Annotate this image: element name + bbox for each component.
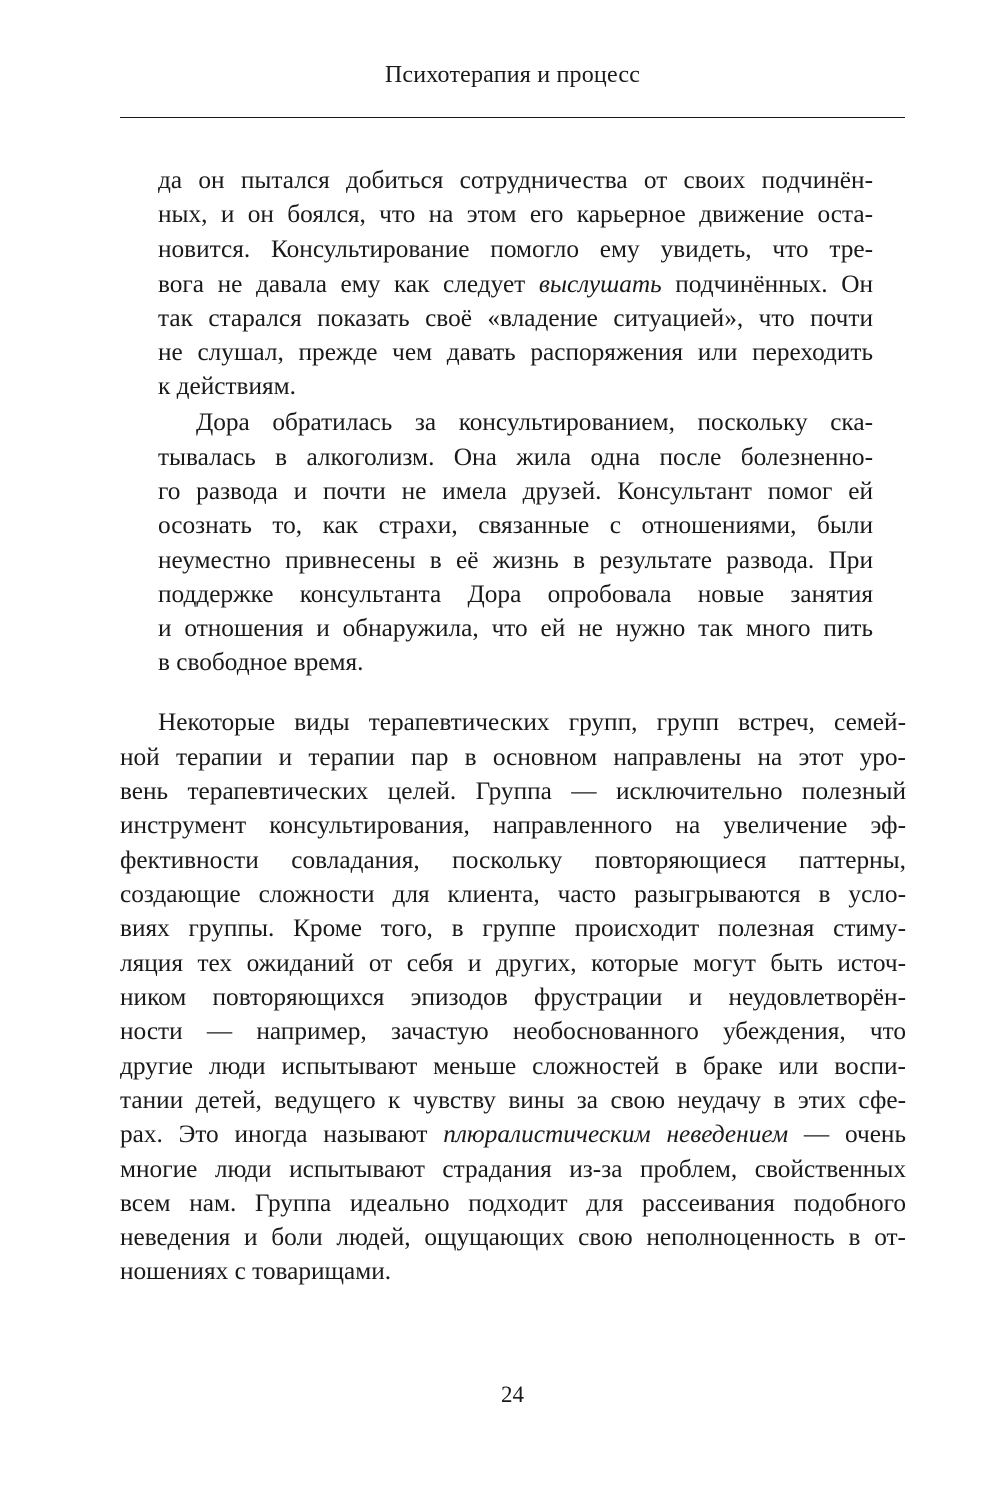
text-line: тывалась в алкоголизм. Она жила одна после болезненно-	[158, 443, 873, 471]
text-line: инструмент консультирования, направленного на увеличение эф-	[120, 811, 906, 839]
text-run: рах. Это иногда называют	[120, 1120, 428, 1148]
text-line: да он пытался добиться сотрудничества от своих подчинён-	[158, 166, 873, 194]
text-line: в свободное время.	[158, 648, 364, 676]
text-line: ношениях с товарищами.	[120, 1257, 392, 1285]
text-line: ных, и он боялся, что на этом его карьерное движение оста-	[158, 200, 873, 228]
text-line: создающие сложности для клиента, часто разыгрываются в усло-	[120, 880, 906, 908]
emphasis: выслушать	[538, 270, 662, 298]
text-line: Дора обратилась за консультированием, поскольку ска-	[196, 408, 873, 436]
header-rule	[120, 117, 905, 118]
text-line: и отношения и обнаружила, что ей не нужно так много пить	[158, 614, 873, 642]
text-line: неведения и боли людей, ощущающих свою неполноценность в от-	[120, 1223, 906, 1251]
text-run: подчинённых. Он	[675, 270, 874, 298]
text-line: Некоторые виды терапевтических групп, групп встреч, семей-	[158, 708, 906, 736]
text-line: многие люди испытывают страдания из-за проблем, свойственных	[120, 1155, 906, 1183]
emphasis: плюралистическим неведением	[443, 1120, 789, 1148]
text-run: — очень	[803, 1120, 907, 1148]
text-line	[158, 267, 873, 301]
text-line: ляция тех ожиданий от себя и других, которые могут быть источ-	[120, 949, 906, 977]
text-line: неуместно привнесены в её жизнь в результате развода. При	[158, 546, 873, 574]
text-line	[120, 1117, 906, 1151]
text-line: так старался показать своё «владение ситуацией», что почти	[158, 304, 873, 332]
text-line: поддержке консультанта Дора опробовала новые занятия	[158, 580, 873, 608]
text-line: осознать то, как страхи, связанные с отношениями, были	[158, 511, 873, 539]
running-head: Психотерапия и процесс	[384, 62, 641, 88]
text-run: вога не давала ему как следует	[158, 270, 526, 298]
text-line: новится. Консультирование помогло ему увидеть, что тре-	[158, 235, 873, 263]
text-line: тании детей, ведущего к чувству вины за свою неудачу в этих сфе-	[120, 1086, 906, 1114]
text-line: всем нам. Группа идеально подходит для рассеивания подобного	[120, 1189, 906, 1217]
text-line: к действиям.	[158, 372, 296, 400]
text-line: другие люди испытывают меньше сложностей в браке или воспи-	[120, 1052, 906, 1080]
text-line: го развода и почти не имела друзей. Консультант помог ей	[158, 477, 873, 505]
text-line: ной терапии и терапии пар в основном направлены на этот уро-	[120, 743, 906, 771]
text-line: ником повторяющихся эпизодов фрустрации и неудовлетворён-	[120, 983, 906, 1011]
page-number: 24	[501, 1382, 524, 1407]
text-line: не слушал, прежде чем давать распоряжения или переходить	[158, 338, 873, 366]
text-line: фективности совладания, поскольку повторяющиеся паттерны,	[120, 846, 906, 874]
text-line: виях группы. Кроме того, в группе происходит полезная стиму-	[120, 914, 906, 942]
text-line: ности — например, зачастую необоснованного убеждения, что	[120, 1017, 906, 1045]
text-line: вень терапевтических целей. Группа — исключительно полезный	[120, 777, 906, 805]
